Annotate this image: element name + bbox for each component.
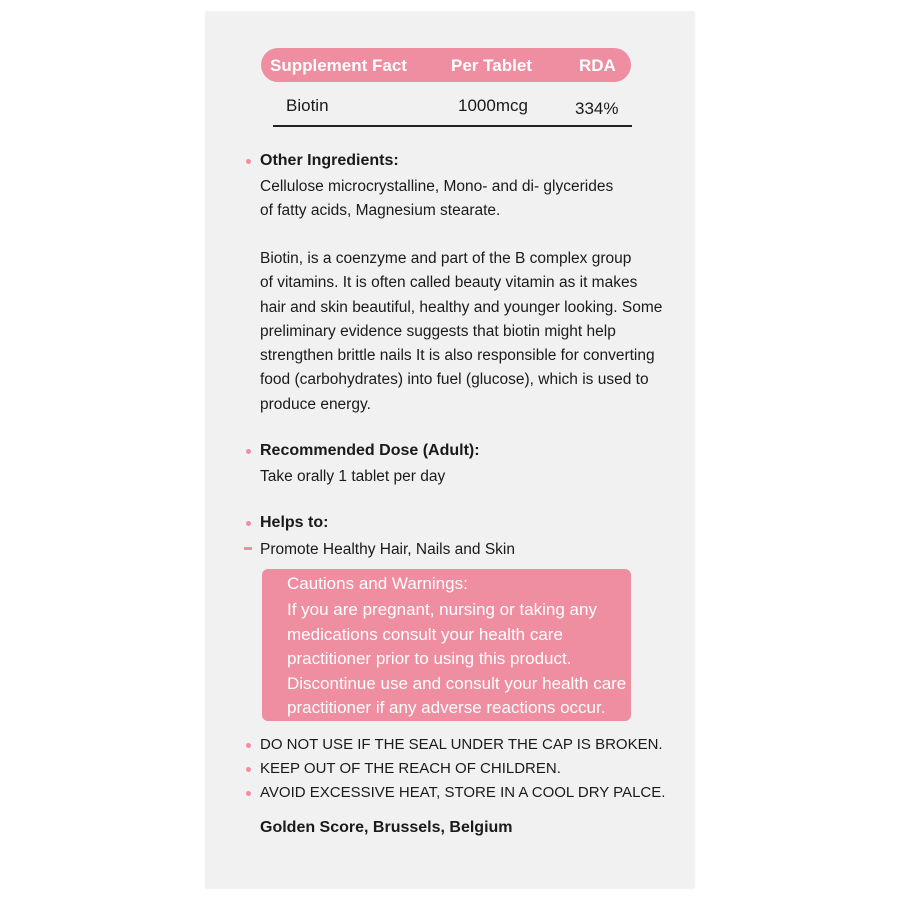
bullet-icon xyxy=(246,767,251,772)
nutrient-amount: 1000mcg xyxy=(458,96,528,115)
caution-line: medications consult your health care xyxy=(287,624,563,644)
bullet-icon xyxy=(246,159,251,164)
warning-storage: AVOID EXCESSIVE HEAT, STORE IN A COOL DRY PALCE. xyxy=(260,784,666,801)
header-per-tablet: Per Tablet xyxy=(451,56,532,75)
dose-heading: Recommended Dose (Adult): xyxy=(260,442,480,459)
warning-children: KEEP OUT OF THE REACH OF CHILDREN. xyxy=(260,760,561,777)
cautions-box xyxy=(262,569,631,721)
dose-text: Take orally 1 tablet per day xyxy=(260,468,446,485)
nutrient-name: Biotin xyxy=(286,96,329,115)
other-ingredients-heading: Other Ingredients: xyxy=(260,152,399,169)
helps-item: Promote Healthy Hair, Nails and Skin xyxy=(260,541,516,558)
helps-heading: Helps to: xyxy=(260,514,329,531)
text-line: hair and skin beautiful, healthy and younger looking. Some xyxy=(260,298,663,316)
nutrient-rda: 334% xyxy=(575,99,619,118)
caution-line: Discontinue use and consult your health care xyxy=(287,673,627,693)
facts-table-header xyxy=(261,48,631,82)
dash-icon xyxy=(244,547,252,550)
text-line: preliminary evidence suggests that biotin might help xyxy=(260,322,616,340)
header-supplement-fact: Supplement Fact xyxy=(270,56,407,75)
bullet-icon xyxy=(246,791,251,796)
text-line: of fatty acids, Magnesium stearate. xyxy=(260,202,501,220)
warning-seal: DO NOT USE IF THE SEAL UNDER THE CAP IS BROKEN. xyxy=(260,736,663,753)
caution-line: practitioner if any adverse reactions occur. xyxy=(287,698,606,717)
text-line: Biotin, is a coenzyme and part of the B complex group xyxy=(260,250,632,267)
other-ingredients-text xyxy=(260,175,613,224)
text-line: Cellulose microcrystalline, Mono- and di- glycerides xyxy=(260,178,614,195)
text-line: produce energy. xyxy=(260,395,371,413)
caution-line: If you are pregnant, nursing or taking any xyxy=(287,600,597,619)
manufacturer: Golden Score, Brussels, Belgium xyxy=(260,819,513,836)
facts-table-divider xyxy=(273,125,632,127)
text-line: strengthen brittle nails It is also responsible for converting xyxy=(260,347,655,365)
biotin-description xyxy=(260,247,662,417)
bullet-icon xyxy=(246,743,251,748)
text-line: food (carbohydrates) into fuel (glucose), which is used to xyxy=(260,371,649,389)
text-line: of vitamins. It is often called beauty vitamin as it makes xyxy=(260,274,638,292)
bullet-icon xyxy=(246,521,251,526)
cautions-title: Cautions and Warnings: xyxy=(287,574,468,593)
facts-table-row xyxy=(275,94,632,124)
cautions-text xyxy=(287,598,626,721)
header-rda: RDA xyxy=(579,56,616,75)
bullet-icon xyxy=(246,449,251,454)
caution-line: practitioner prior to using this product. xyxy=(287,649,572,668)
